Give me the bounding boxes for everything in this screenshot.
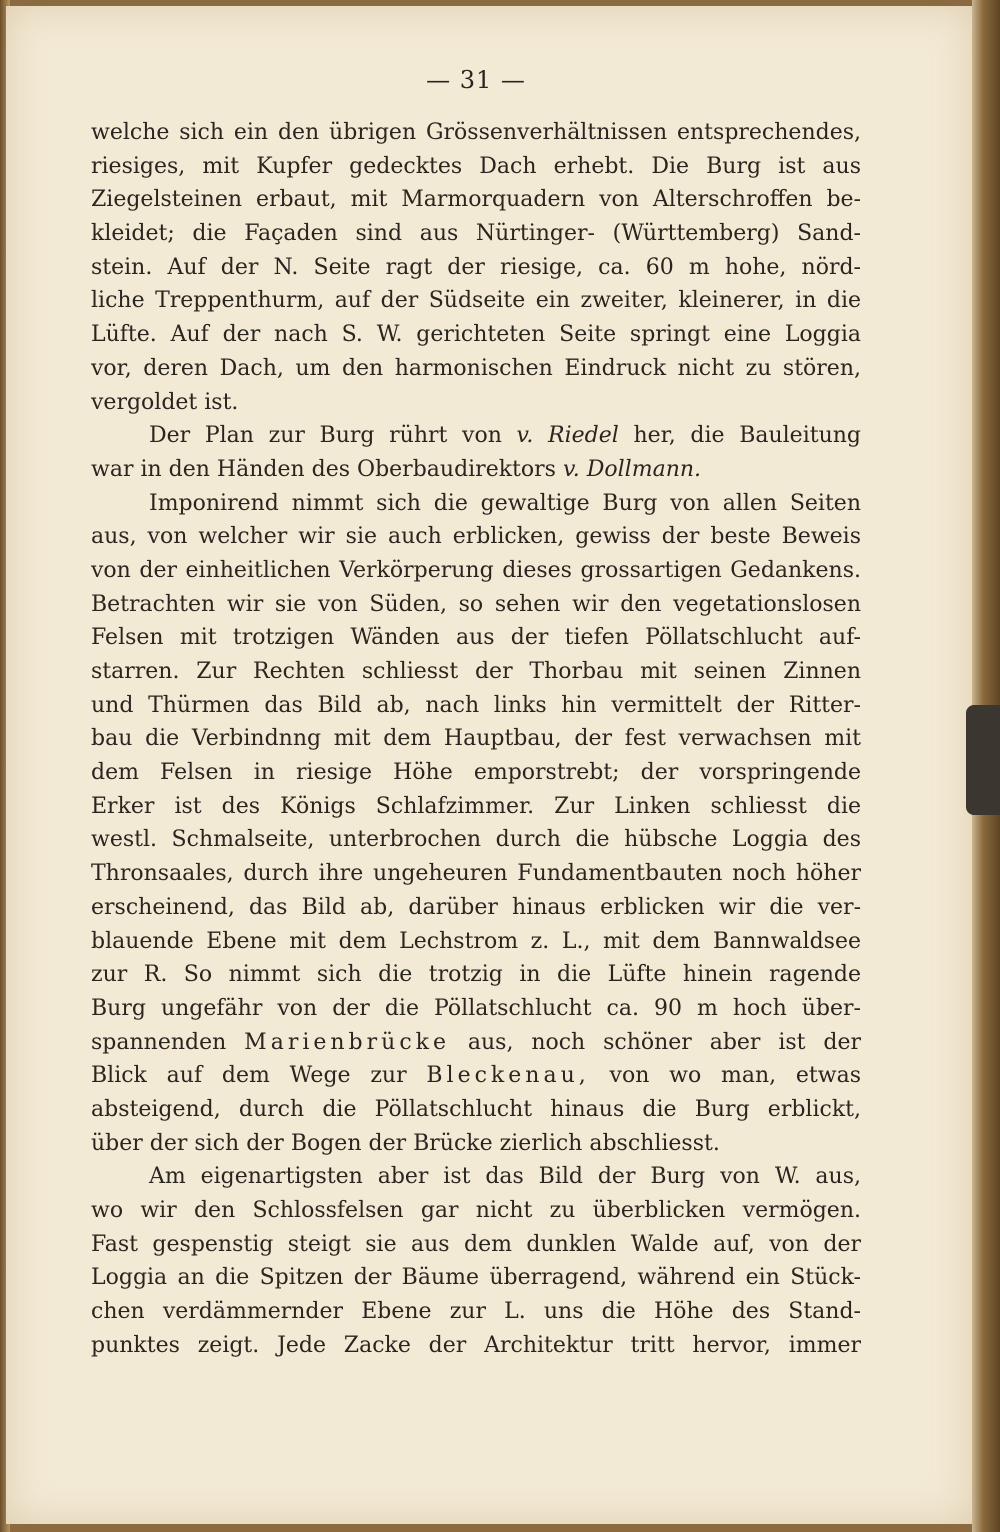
book-page	[6, 6, 972, 1524]
text-line: riesiges, mit Kupfer gedecktes Dach erhebt. Die Burg ist aus	[91, 153, 861, 179]
text-line: erscheinend, das Bild ab, darüber hinaus erblicken wir die ver-	[91, 894, 861, 920]
bookmark-ribbon	[966, 705, 1000, 815]
line-segment: spannenden	[91, 1029, 227, 1055]
text-line: starren. Zur Rechten schliesst der Thorbau mit seinen Zinnen	[91, 659, 861, 684]
line-segment: war in den Händen des Oberbaudirektors	[91, 456, 556, 482]
text-line: Thronsaales, durch ihre ungeheuren Fundamentbauten noch höher	[91, 861, 861, 887]
line-segment: aus, noch schöner aber ist der	[467, 1029, 861, 1055]
text-line: Fast gespenstig steigt sie aus dem dunklen Walde auf, von der	[91, 1231, 861, 1257]
text-line: Loggia an die Spitzen der Bäume überragend, während ein Stück-	[91, 1265, 861, 1291]
line-segment: Blick auf dem Wege zur	[91, 1063, 407, 1089]
text-line: Lüfte. Auf der nach S. W. gerichteten Seite springt eine Loggia	[91, 322, 861, 348]
text-line: stein. Auf der N. Seite ragt der riesige, ca. 60 m hohe, nörd-	[91, 254, 861, 280]
text-line: Erker ist des Königs Schlafzimmer. Zur Linken schliesst die	[91, 793, 861, 819]
text-line: blauende Ebene mit dem Lechstrom z. L., mit dem Bannwaldsee	[91, 928, 861, 954]
author-name-dollmann: v. Dollmann.	[562, 456, 702, 482]
text-line	[91, 1059, 861, 1093]
page-number: — 31 —	[426, 66, 526, 94]
text-line	[91, 419, 861, 453]
author-name-riedel: v. Riedel	[516, 423, 619, 449]
text-line: punktes zeigt. Jede Zacke der Architektur tritt hervor, immer	[91, 1332, 861, 1358]
text-line: Imponirend nimmt sich die gewaltige Burg von allen Seiten	[149, 490, 861, 516]
text-line: welche sich ein den übrigen Grössenverhältnissen entsprechendes,	[91, 120, 861, 145]
text-line: Am eigenartigsten aber ist das Bild der Burg von W. aus,	[149, 1164, 861, 1190]
text-line: vergoldet ist.	[91, 389, 239, 415]
text-line: bau die Verbindnng mit dem Hauptbau, der fest verwachsen mit	[91, 726, 861, 752]
text-line: vor, deren Dach, um den harmonischen Eindruck nicht zu stören,	[91, 355, 861, 381]
line-segment: Der Plan zur Burg rührt von	[149, 423, 502, 449]
text-line: von der einheitlichen Verkörperung dieses grossartigen Gedankens.	[91, 557, 861, 583]
body-text	[91, 116, 861, 1362]
text-line: absteigend, durch die Pöllatschlucht hinaus die Burg erblickt,	[91, 1096, 861, 1122]
text-line: Burg ungefähr von der die Pöllatschlucht ca. 90 m hoch über-	[91, 995, 861, 1021]
text-line: Ziegelsteinen erbaut, mit Marmorquadern von Alterschroffen be-	[91, 187, 861, 213]
line-segment: von wo man, etwas	[609, 1063, 861, 1089]
text-line: chen verdämmernder Ebene zur L. uns die Höhe des Stand-	[91, 1299, 861, 1325]
place-name-bleckenau: Bleckenau,	[426, 1063, 590, 1089]
text-line: dem Felsen in riesige Höhe emporstrebt; der vorspringende	[91, 760, 861, 786]
text-line: Betrachten wir sie von Süden, so sehen wir den vegetationslosen	[91, 591, 861, 617]
text-line: westl. Schmalseite, unterbrochen durch die hübsche Loggia des	[91, 827, 861, 853]
text-line: wo wir den Schlossfelsen gar nicht zu überblicken vermögen.	[91, 1198, 861, 1223]
line-segment: her, die Bauleitung	[633, 423, 861, 449]
text-line: Felsen mit trotzigen Wänden aus der tiefen Pöllatschlucht auf-	[91, 625, 861, 651]
text-line: aus, von welcher wir sie auch erblicken, gewiss der beste Beweis	[91, 524, 861, 550]
text-line: und Thürmen das Bild ab, nach links hin vermittelt der Ritter-	[91, 692, 861, 718]
text-line: über der sich der Bogen der Brücke zierlich abschliesst.	[91, 1130, 720, 1156]
place-name-marienbruecke: Marienbrücke	[244, 1029, 450, 1055]
text-line	[91, 1026, 861, 1060]
text-line: zur R. So nimmt sich die trotzig in die Lüfte hinein ragende	[91, 962, 861, 988]
text-line: liche Treppenthurm, auf der Südseite ein zweiter, kleinerer, in die	[91, 288, 861, 314]
text-line	[91, 453, 861, 487]
text-line: kleidet; die Façaden sind aus Nürtinger- (Württemberg) Sand-	[91, 221, 861, 247]
